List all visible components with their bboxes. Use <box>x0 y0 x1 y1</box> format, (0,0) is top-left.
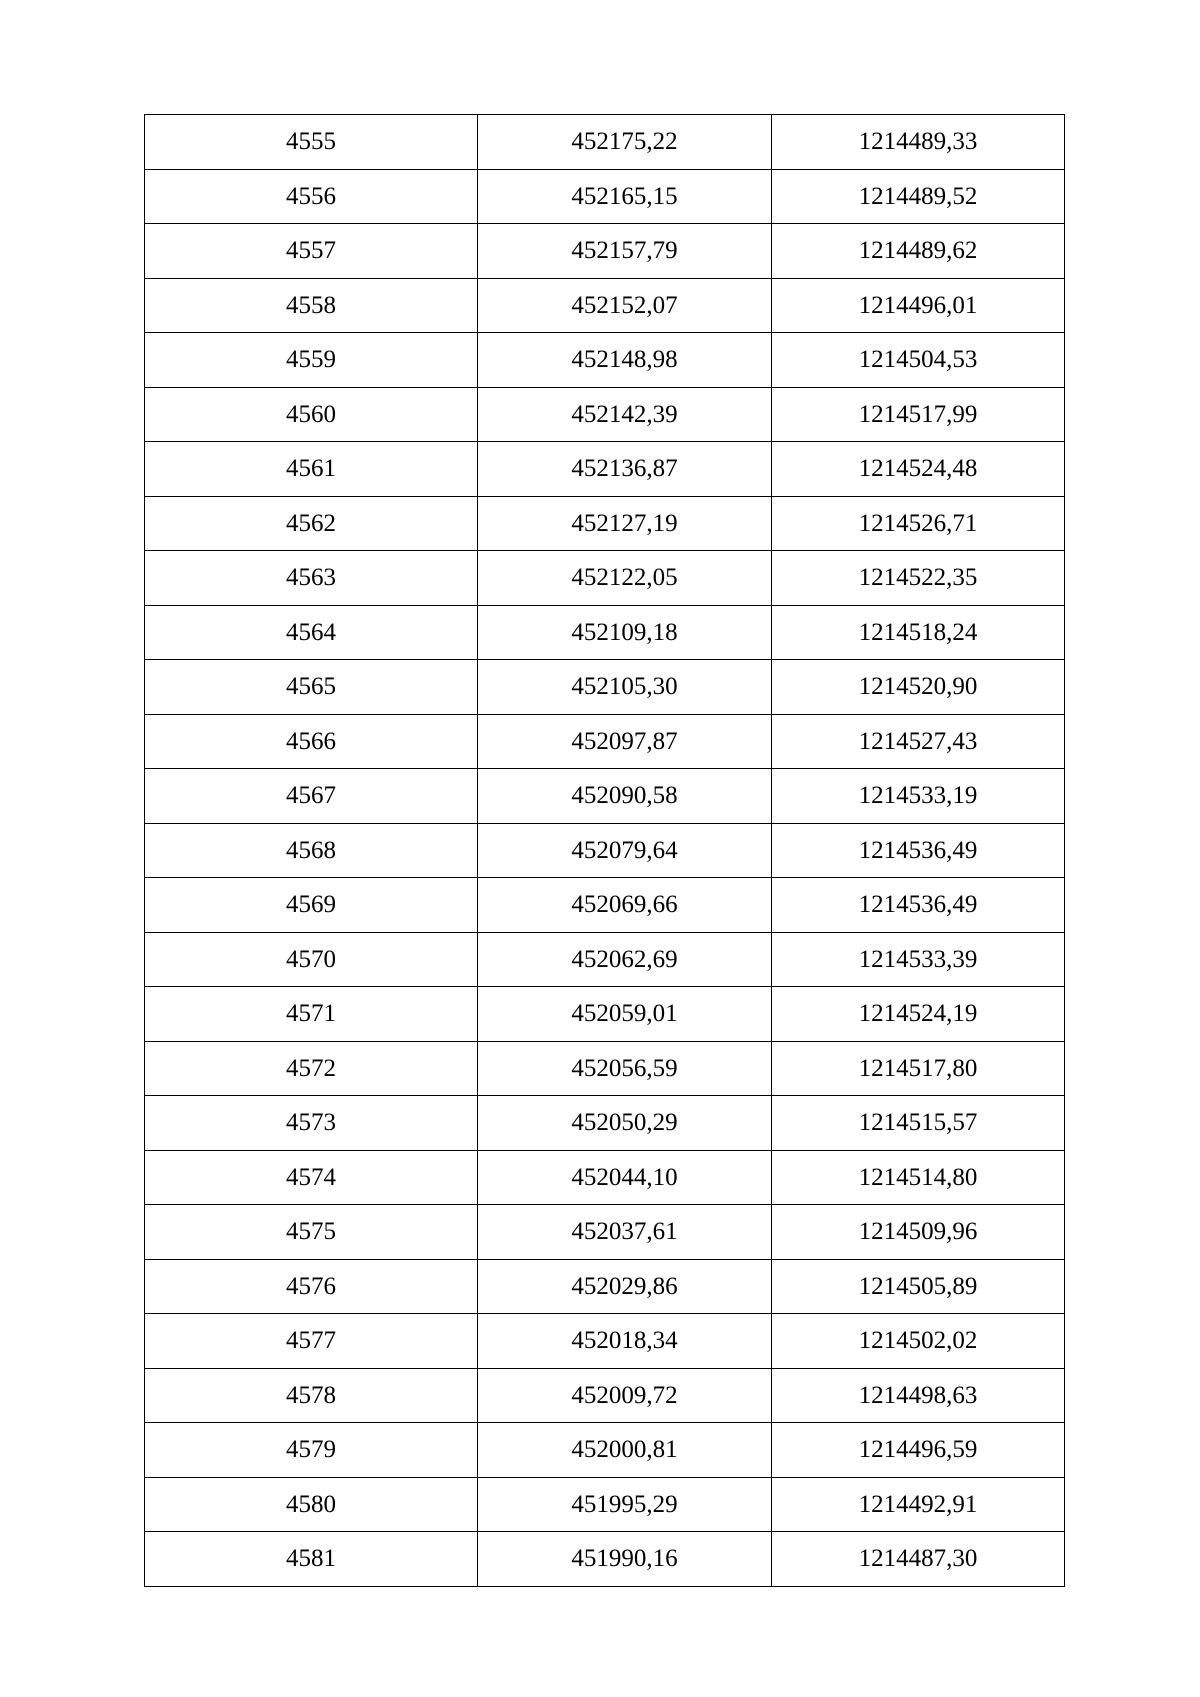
x-coordinate-cell: 452009,72 <box>478 1368 772 1423</box>
y-coordinate-cell: 1214517,99 <box>772 387 1065 442</box>
table-row <box>145 769 1065 824</box>
table-row <box>145 878 1065 933</box>
point-number-cell: 4581 <box>145 1532 478 1587</box>
y-coordinate-cell: 1214520,90 <box>772 660 1065 715</box>
x-coordinate-cell: 452059,01 <box>478 987 772 1042</box>
point-number-cell: 4561 <box>145 442 478 497</box>
table-row <box>145 1423 1065 1478</box>
x-coordinate-cell: 451990,16 <box>478 1532 772 1587</box>
y-coordinate-cell: 1214533,39 <box>772 932 1065 987</box>
y-coordinate-cell: 1214505,89 <box>772 1259 1065 1314</box>
table-row <box>145 605 1065 660</box>
table-row <box>145 1477 1065 1532</box>
point-number-cell: 4565 <box>145 660 478 715</box>
coordinates-table-body <box>145 115 1065 1587</box>
x-coordinate-cell: 452097,87 <box>478 714 772 769</box>
table-row <box>145 333 1065 388</box>
table-row <box>145 932 1065 987</box>
table-row <box>145 442 1065 497</box>
table-row <box>145 278 1065 333</box>
point-number-cell: 4555 <box>145 115 478 170</box>
y-coordinate-cell: 1214487,30 <box>772 1532 1065 1587</box>
table-row <box>145 660 1065 715</box>
x-coordinate-cell: 452079,64 <box>478 823 772 878</box>
point-number-cell: 4557 <box>145 224 478 279</box>
x-coordinate-cell: 452029,86 <box>478 1259 772 1314</box>
point-number-cell: 4578 <box>145 1368 478 1423</box>
point-number-cell: 4567 <box>145 769 478 824</box>
table-row <box>145 1532 1065 1587</box>
point-number-cell: 4558 <box>145 278 478 333</box>
y-coordinate-cell: 1214526,71 <box>772 496 1065 551</box>
y-coordinate-cell: 1214515,57 <box>772 1096 1065 1151</box>
x-coordinate-cell: 452056,59 <box>478 1041 772 1096</box>
y-coordinate-cell: 1214496,01 <box>772 278 1065 333</box>
point-number-cell: 4579 <box>145 1423 478 1478</box>
table-row <box>145 496 1065 551</box>
x-coordinate-cell: 452127,19 <box>478 496 772 551</box>
y-coordinate-cell: 1214498,63 <box>772 1368 1065 1423</box>
point-number-cell: 4570 <box>145 932 478 987</box>
table-row <box>145 169 1065 224</box>
x-coordinate-cell: 452000,81 <box>478 1423 772 1478</box>
y-coordinate-cell: 1214489,52 <box>772 169 1065 224</box>
y-coordinate-cell: 1214533,19 <box>772 769 1065 824</box>
x-coordinate-cell: 452037,61 <box>478 1205 772 1260</box>
point-number-cell: 4560 <box>145 387 478 442</box>
y-coordinate-cell: 1214524,19 <box>772 987 1065 1042</box>
table-row <box>145 224 1065 279</box>
x-coordinate-cell: 452018,34 <box>478 1314 772 1369</box>
x-coordinate-cell: 452148,98 <box>478 333 772 388</box>
point-number-cell: 4563 <box>145 551 478 606</box>
table-row <box>145 1259 1065 1314</box>
point-number-cell: 4576 <box>145 1259 478 1314</box>
point-number-cell: 4574 <box>145 1150 478 1205</box>
table-row <box>145 1096 1065 1151</box>
point-number-cell: 4564 <box>145 605 478 660</box>
point-number-cell: 4559 <box>145 333 478 388</box>
x-coordinate-cell: 452044,10 <box>478 1150 772 1205</box>
x-coordinate-cell: 452152,07 <box>478 278 772 333</box>
y-coordinate-cell: 1214527,43 <box>772 714 1065 769</box>
table-row <box>145 1314 1065 1369</box>
table-row <box>145 714 1065 769</box>
table-row <box>145 1205 1065 1260</box>
x-coordinate-cell: 452069,66 <box>478 878 772 933</box>
x-coordinate-cell: 451995,29 <box>478 1477 772 1532</box>
y-coordinate-cell: 1214514,80 <box>772 1150 1065 1205</box>
point-number-cell: 4566 <box>145 714 478 769</box>
table-row <box>145 987 1065 1042</box>
y-coordinate-cell: 1214504,53 <box>772 333 1065 388</box>
table-row <box>145 1368 1065 1423</box>
y-coordinate-cell: 1214509,96 <box>772 1205 1065 1260</box>
y-coordinate-cell: 1214536,49 <box>772 823 1065 878</box>
y-coordinate-cell: 1214518,24 <box>772 605 1065 660</box>
y-coordinate-cell: 1214517,80 <box>772 1041 1065 1096</box>
point-number-cell: 4577 <box>145 1314 478 1369</box>
y-coordinate-cell: 1214496,59 <box>772 1423 1065 1478</box>
table-row <box>145 387 1065 442</box>
y-coordinate-cell: 1214489,62 <box>772 224 1065 279</box>
y-coordinate-cell: 1214522,35 <box>772 551 1065 606</box>
table-row <box>145 1041 1065 1096</box>
point-number-cell: 4556 <box>145 169 478 224</box>
x-coordinate-cell: 452157,79 <box>478 224 772 279</box>
point-number-cell: 4568 <box>145 823 478 878</box>
y-coordinate-cell: 1214524,48 <box>772 442 1065 497</box>
y-coordinate-cell: 1214536,49 <box>772 878 1065 933</box>
y-coordinate-cell: 1214502,02 <box>772 1314 1065 1369</box>
point-number-cell: 4575 <box>145 1205 478 1260</box>
table-row <box>145 823 1065 878</box>
x-coordinate-cell: 452165,15 <box>478 169 772 224</box>
x-coordinate-cell: 452142,39 <box>478 387 772 442</box>
x-coordinate-cell: 452062,69 <box>478 932 772 987</box>
y-coordinate-cell: 1214492,91 <box>772 1477 1065 1532</box>
x-coordinate-cell: 452109,18 <box>478 605 772 660</box>
y-coordinate-cell: 1214489,33 <box>772 115 1065 170</box>
x-coordinate-cell: 452136,87 <box>478 442 772 497</box>
table-row <box>145 1150 1065 1205</box>
point-number-cell: 4573 <box>145 1096 478 1151</box>
point-number-cell: 4571 <box>145 987 478 1042</box>
table-row <box>145 551 1065 606</box>
x-coordinate-cell: 452105,30 <box>478 660 772 715</box>
x-coordinate-cell: 452175,22 <box>478 115 772 170</box>
coordinates-table <box>144 114 1065 1587</box>
point-number-cell: 4580 <box>145 1477 478 1532</box>
x-coordinate-cell: 452090,58 <box>478 769 772 824</box>
point-number-cell: 4569 <box>145 878 478 933</box>
point-number-cell: 4572 <box>145 1041 478 1096</box>
x-coordinate-cell: 452122,05 <box>478 551 772 606</box>
table-row <box>145 115 1065 170</box>
x-coordinate-cell: 452050,29 <box>478 1096 772 1151</box>
point-number-cell: 4562 <box>145 496 478 551</box>
